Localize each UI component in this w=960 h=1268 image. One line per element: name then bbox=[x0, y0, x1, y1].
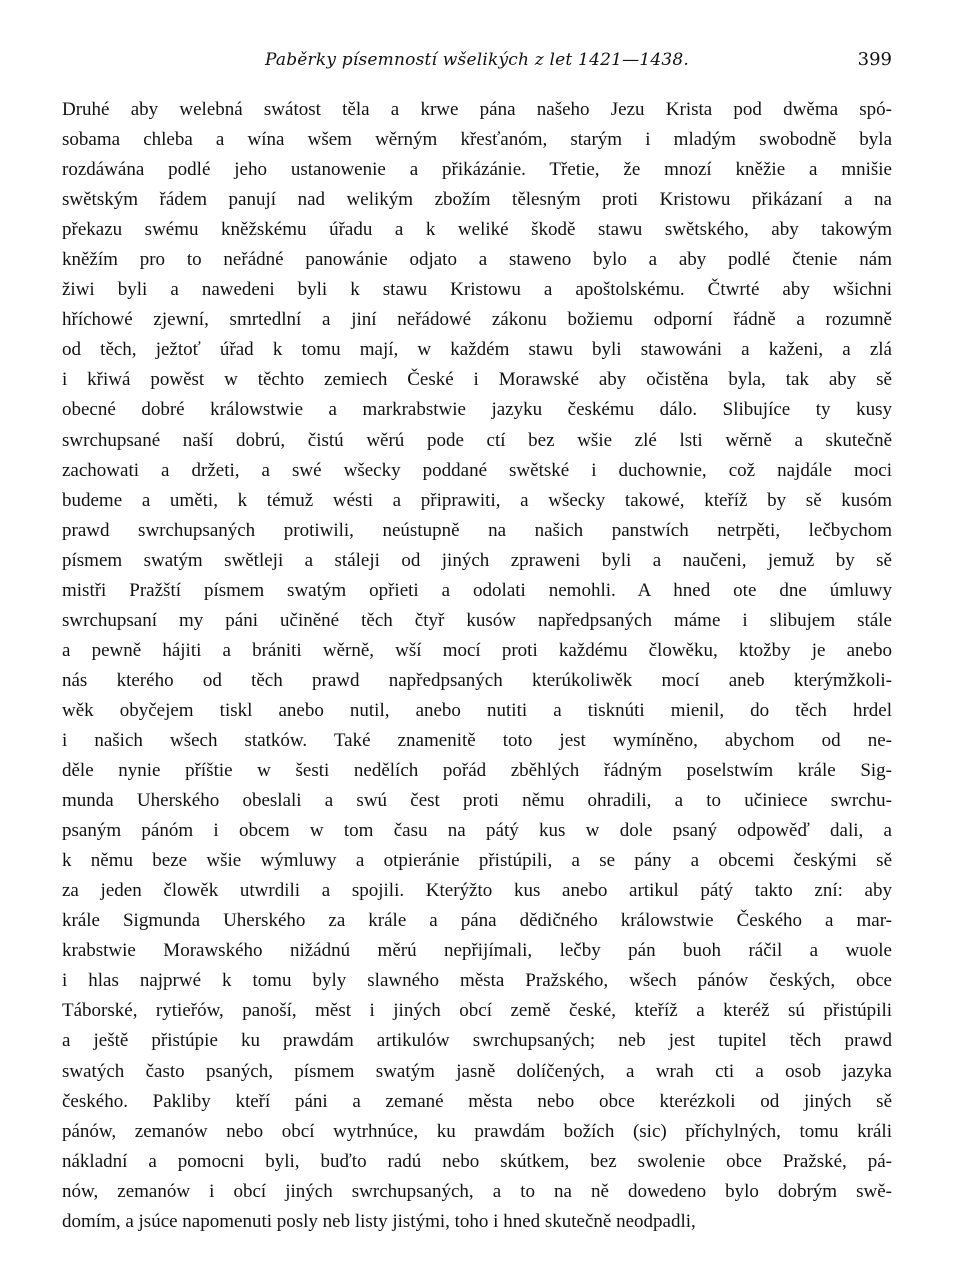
text-line: za jeden člowěk utwrdili a spojili. Kterýžto kus anebo artikul pátý takto zní: aby bbox=[62, 880, 892, 902]
text-line: sobama chleba a wína wšem wěrným křesťanóm, starým i mladým swobodně byla bbox=[62, 129, 892, 151]
text-line: obecné dobré králowstwie a markrabstwie jazyku českému dálo. Slibujíce ty kusy bbox=[62, 399, 892, 421]
text-line: nás kterého od těch prawd napředpsaných kterúkoliwěk mocí aneb kterýmžkoli- bbox=[62, 669, 892, 691]
text-line: od těch, ježtoť úřad k tomu mají, w každém stawu byli stawowáni a kaženi, a zlá bbox=[62, 339, 892, 361]
body-text bbox=[62, 95, 892, 1237]
text-line: překazu swému kněžskému úřadu a k weliké škodě stawu swětského, aby takowým bbox=[62, 219, 892, 241]
text-line: budeme a uměti, k témuž wésti a připrawiti, a wšecky takowé, kteříž by sě kusóm bbox=[62, 489, 892, 511]
text-line: Táborské, rytieřów, panoší, měst i jiných obcí země české, kteříž a kteréž sú přistúpili bbox=[62, 1000, 892, 1022]
text-line: pánów, zemanów nebo obcí wytrhnúce, ku prawdám božích (sic) příchylných, tomu králi bbox=[62, 1120, 892, 1142]
text-line: swrchupsané naší dobrú, čistú wěrú pode ctí bez wšie zlé lsti wěrně a skutečně bbox=[62, 429, 892, 451]
text-line: zachowati a držeti, a swé wšecky poddané swětské i duchownie, což najdále moci bbox=[62, 459, 892, 481]
text-line: k němu beze wšie wýmluwy a otpieránie přistúpili, a se pány a obcemi českými sě bbox=[62, 850, 892, 872]
text-line: swětským řádem panují nad welikým zbožím tělesným proti Kristowu přikázaní a na bbox=[62, 189, 892, 211]
text-line: psaným pánóm i obcem w tom času na pátý kus w dole psaný odpowěď dali, a bbox=[62, 820, 892, 842]
text-line: nákladní a pomocni byli, buďto radú nebo skútkem, bez swolenie obce Pražské, pá- bbox=[62, 1150, 892, 1172]
text-line: i hlas najprwé k tomu byly slawného města Pražského, wšech pánów českých, obce bbox=[62, 970, 892, 992]
text-line: krále Sigmunda Uherského za krále a pána dědičného králowstwie Českého a mar- bbox=[62, 910, 892, 932]
text-line: mistři Pražští písmem swatým opřieti a odolati nemohli. A hned ote dne úmluwy bbox=[62, 579, 892, 601]
text-line: Druhé aby welebná swátost těla a krwe pána našeho Jezu Krista pod dwěma spó- bbox=[62, 99, 892, 120]
text-line: a pewně hájiti a brániti wěrně, wší mocí proti každému člowěku, ktožby je anebo bbox=[62, 639, 892, 661]
text-line: krabstwie Morawského nižádnú měrú nepřijímali, lečby pán buoh ráčil a wuole bbox=[62, 940, 892, 962]
text-line: žiwi byli a nawedeni byli k stawu Kristowu a apoštolskému. Čtwrté aby wšichni bbox=[62, 279, 892, 301]
text-line: wěk obyčejem tiskl anebo nutil, anebo nutiti a tisknúti mienil, do těch hrdel bbox=[62, 699, 892, 721]
text-line: nów, zemanów i obcí jiných swrchupsaných, a to na ně dowedeno bylo dobrým swě- bbox=[62, 1180, 892, 1202]
text-line: hříchowé zjewní, smrtedlní a jiní neřádowé zákonu božiemu odporní řádně a rozumně bbox=[62, 309, 892, 331]
text-line: rozdáwána podlé jeho ustanowenie a přikázánie. Třetie, že mnozí kněžie a mnišie bbox=[62, 159, 892, 181]
text-line: kněžím pro to neřádné panowánie odjato a staweno bylo a aby podlé čtenie nám bbox=[62, 249, 892, 271]
text-line: prawd swrchupsaných protiwili, neústupně na našich panstwích netrpěti, lečbychom bbox=[62, 519, 892, 541]
text-line: písmem swatým swětleji a stáleji od jiných zpraweni byli a naučeni, jemuž by sě bbox=[62, 549, 892, 571]
text-line: swrchupsaní my páni učiněné těch čtyř kusów napředpsaných máme i slibujem stále bbox=[62, 609, 892, 631]
text-line: a ještě přistúpie ku prawdám artikulów swrchupsaných; neb jest tupitel těch prawd bbox=[62, 1030, 892, 1052]
text-line: domím, a jsúce napomenuti posly neb listy jistými, toho i hned skutečně neodpadli, bbox=[62, 1210, 696, 1232]
text-line: děle nynie příštie w šesti nedělích pořád zběhlých řádným poselstwím krále Sig- bbox=[62, 760, 892, 782]
text-line: i našich wšech statków. Také znamenitě toto jest wymíněno, abychom od ne- bbox=[62, 729, 892, 751]
text-line: i křiwá powěst w těchto zemiech České i Morawské aby očistěna byla, tak aby sě bbox=[62, 369, 892, 391]
text-line: českého. Pakliby kteří páni a zemané města nebo obce kterézkoli od jiných sě bbox=[62, 1090, 892, 1112]
running-title: Paběrky písemností wšelikých z let 1421—1438. bbox=[264, 50, 689, 70]
running-head bbox=[62, 48, 892, 72]
text-line: munda Uherského obeslali a swú čest proti němu ohradili, a to učiniece swrchu- bbox=[62, 790, 892, 812]
page-number: 399 bbox=[857, 49, 892, 70]
text-line: swatých často psaných, písmem swatým jasně dolíčených, a wrah cti a osob jazyka bbox=[62, 1060, 892, 1082]
